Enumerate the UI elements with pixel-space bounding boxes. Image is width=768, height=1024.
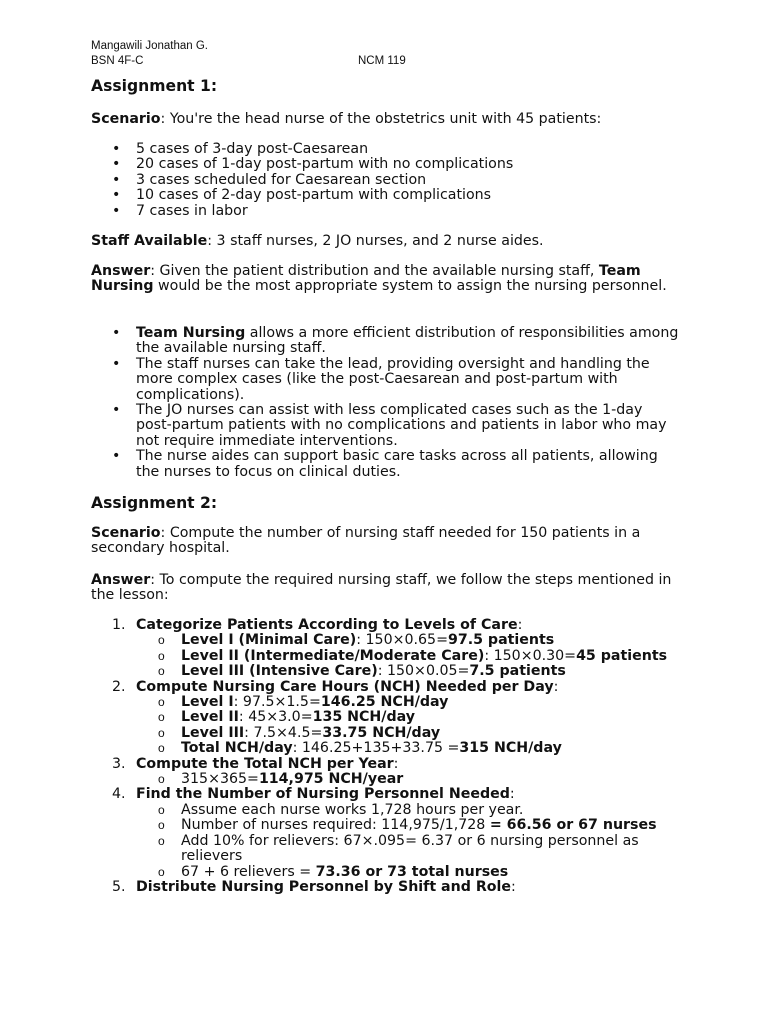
level-label: Level I [181, 694, 234, 711]
assignment-2-heading: Assignment 2: [91, 494, 218, 512]
step-title: Categorize Patients According to Levels of Care [136, 617, 518, 633]
point-bold: Team Nursing [136, 325, 246, 341]
list-item: • 20 cases of 1-day post-partum with no complications [91, 157, 681, 172]
colon: : [517, 617, 523, 633]
staff-text: : 3 staff nurses, 2 JO nurses, and 2 nurse aides. [207, 233, 544, 249]
total-result: 315 NCH/day [459, 740, 562, 757]
course-code: NCM 119 [358, 55, 406, 67]
list-item: • 10 cases of 2-day post-partum with complications [91, 188, 681, 203]
answer-highlight: Team Nursing [91, 263, 641, 295]
sub-item [136, 772, 681, 787]
total-result: 73.36 or 73 total nurses [315, 863, 509, 880]
answer-text: : To compute the required nursing staff, we follow the steps mentioned in the lesson: [91, 572, 672, 604]
case-list [91, 142, 681, 219]
level-calc: : 150×0.30= [484, 647, 577, 664]
step-number: 3. [112, 755, 126, 772]
list-item: • The staff nurses can take the lead, providing oversight and handling the more complex cases (like the post-Caesarean and post-partum with complications). [91, 357, 681, 403]
list-item: • The nurse aides can support basic care tasks across all patients, allowing the nurses to focus on clinical duties. [91, 449, 681, 480]
sub-item [136, 695, 681, 710]
year-result: 114,975 NCH/year [258, 771, 404, 788]
nurses-calc: Number of nurses required: 114,975/1,728 [181, 817, 490, 834]
answer-text: : Given the patient distribution and the available nursing staff, [150, 263, 599, 279]
level-calc: : 7.5×4.5= [244, 724, 323, 741]
scenario-text: : Compute the number of nursing staff needed for 150 patients in a secondary hospital. [91, 525, 641, 557]
step-title: Compute Nursing Care Hours (NCH) Needed per Day [136, 678, 554, 695]
step-number: 4. [112, 786, 126, 803]
level-calc: : 150×0.05= [377, 663, 470, 680]
staff-available [91, 234, 681, 249]
list-item [91, 326, 681, 357]
level-label: Level II [181, 709, 239, 726]
level-calc: : 45×3.0= [238, 709, 313, 726]
scenario-label: Scenario [91, 111, 161, 127]
step-3 [91, 757, 681, 788]
sub-list [136, 803, 681, 880]
colon: : [509, 786, 515, 803]
answer-text-end: would be the most appropriate system to assign the nursing personnel. [153, 278, 667, 295]
scenario-label: Scenario [91, 525, 161, 541]
student-name: Mangawili Jonathan G. [91, 40, 208, 52]
sub-list [136, 772, 681, 787]
a1-scenario [91, 112, 681, 127]
list-item: • 5 cases of 3-day post-Caesarean [91, 142, 681, 157]
point-text: allows a more efficient distribution of responsibilities among the available nursing staff. [136, 325, 679, 357]
answer-label: Answer [91, 572, 151, 588]
step-number: 2. [112, 678, 126, 695]
sub-item [136, 664, 681, 679]
sub-list [136, 695, 681, 757]
step-4 [91, 787, 681, 879]
step-title: Find the Number of Nursing Personnel Needed [136, 786, 510, 803]
sub-item [136, 818, 681, 833]
level-result: 45 patients [576, 647, 668, 664]
a2-answer [91, 573, 681, 604]
sub-item [136, 865, 681, 880]
level-label: Level III (Intensive Care) [181, 663, 378, 680]
steps-list [91, 618, 681, 895]
level-calc: : 150×0.65= [356, 632, 448, 649]
sub-list [136, 633, 681, 679]
year-calc: 315×365= [181, 771, 259, 788]
total-label: Total NCH/day [181, 740, 293, 757]
nurses-result: = 66.56 or 67 nurses [489, 817, 657, 834]
assignment-1-heading: Assignment 1: [91, 77, 218, 95]
step-title: Compute the Total NCH per Year [136, 755, 394, 772]
a2-scenario [91, 526, 681, 557]
level-calc: : 97.5×1.5= [233, 694, 321, 711]
sub-item [136, 726, 681, 741]
student-section: BSN 4F-C [91, 55, 144, 67]
step-1 [91, 618, 681, 680]
level-result: 135 NCH/day [312, 709, 416, 726]
a1-answer [91, 264, 681, 295]
list-item: • 3 cases scheduled for Caesarean section [91, 173, 681, 188]
step-2 [91, 680, 681, 757]
sub-item: o Assume each nurse works 1,728 hours per year. [136, 803, 681, 818]
list-item: • 7 cases in labor [91, 204, 681, 219]
colon: : [553, 678, 559, 695]
list-item: • The JO nurses can assist with less complicated cases such as the 1-day post-partum patients with no complications and patients in labor who may not require immediate interventions. [91, 403, 681, 449]
staff-label: Staff Available [91, 233, 208, 249]
level-result: 146.25 NCH/day [320, 694, 449, 711]
step-number: 5. [112, 878, 126, 895]
answer-label: Answer [91, 263, 151, 279]
level-label: Level III [181, 724, 245, 741]
level-result: 97.5 patients [447, 632, 555, 649]
total-calc: 67 + 6 relievers = [181, 863, 316, 880]
sub-item [136, 710, 681, 725]
sub-item [136, 741, 681, 756]
step-5 [91, 880, 681, 895]
sub-item [136, 633, 681, 648]
scenario-text: : You're the head nurse of the obstetrics unit with 45 patients: [160, 111, 602, 127]
step-title: Distribute Nursing Personnel by Shift and Role [136, 878, 511, 895]
sub-item: o Add 10% for relievers: 67×.095= 6.37 or 6 nursing personnel as relievers [136, 834, 681, 865]
level-label: Level II (Intermediate/Moderate Care) [181, 647, 485, 664]
level-result: 33.75 NCH/day [322, 724, 441, 741]
colon: : [510, 878, 516, 895]
total-calc: : 146.25+135+33.75 = [292, 740, 460, 757]
sub-item [136, 649, 681, 664]
colon: : [393, 755, 399, 772]
reason-list [91, 326, 681, 480]
level-label: Level I (Minimal Care) [181, 632, 357, 649]
level-result: 7.5 patients [469, 663, 566, 680]
step-number: 1. [112, 617, 126, 633]
